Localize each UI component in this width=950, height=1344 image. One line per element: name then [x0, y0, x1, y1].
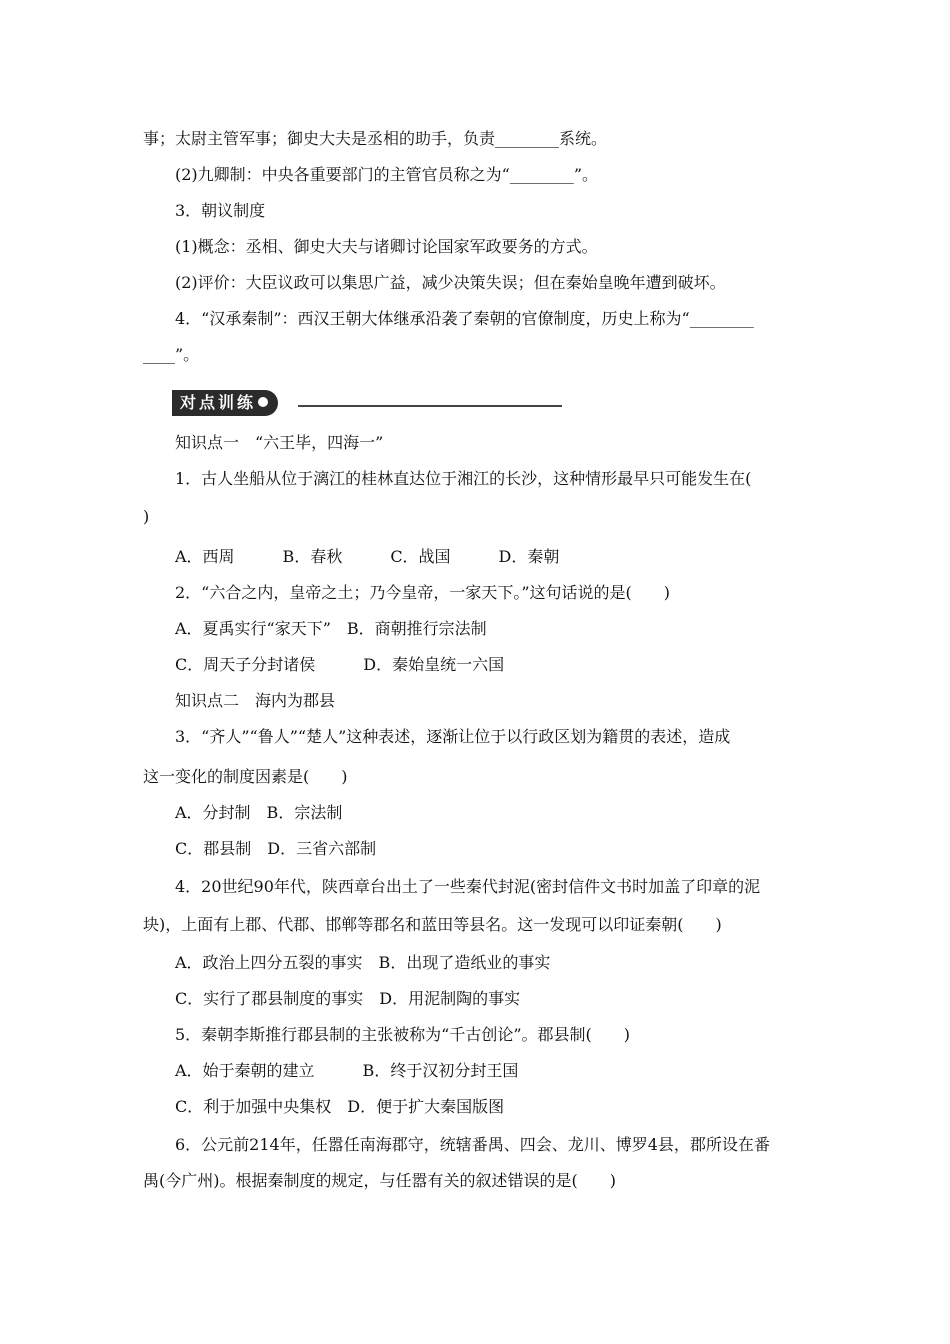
question-text: 块)，上面有上郡、代郡、邯郸等郡名和蓝田等县名。这一发现可以印证秦朝( )	[143, 915, 722, 934]
question-text: 2．“六合之内，皇帝之土；乃今皇帝，一家天下。”这句话说的是( )	[175, 583, 671, 602]
answer-options: A．政治上四分五裂的事实 B．出现了造纸业的事实	[175, 953, 551, 972]
question-text: 5．秦朝李斯推行郡县制的主张被称为“千古创论”。郡县制( )	[175, 1025, 631, 1044]
answer-options: A．夏禹实行“家天下” B．商朝推行宗法制	[175, 619, 487, 638]
section-title: 对点训练	[180, 393, 257, 412]
question-text: 1．古人坐船从位于漓江的桂林直达位于湘江的长沙，这种情形最早只可能发生在(	[175, 469, 752, 488]
question-text: )	[143, 507, 150, 526]
question-text: 6．公元前214年，任嚣任南海郡守，统辖番禺、四会、龙川、博罗4县，郡所设在番	[175, 1135, 770, 1154]
section-header	[172, 390, 562, 418]
answer-options: A．西周 B．春秋 C．战国 D．秦朝	[175, 547, 560, 566]
text-line: ____”。	[143, 345, 200, 364]
text-line: (2)评价：大臣议政可以集思广益，减少决策失误；但在秦始皇晚年遭到破坏。	[175, 273, 726, 292]
section-title-badge	[172, 390, 278, 416]
question-text: 这一变化的制度因素是( )	[143, 767, 348, 786]
answer-options: C．周天子分封诸侯 D．秦始皇统一六国	[175, 655, 505, 674]
answer-options: C．实行了郡县制度的事实 D．用泥制陶的事实	[175, 989, 521, 1008]
text-line: 事；太尉主管军事；御史大夫是丞相的助手，负责________系统。	[143, 129, 608, 148]
question-text: 禺(今广州)。根据秦制度的规定，与任嚣有关的叙述错误的是( )	[143, 1171, 616, 1190]
question-text: 4．20世纪90年代，陕西章台出土了一些秦代封泥(密封信件文书时加盖了印章的泥	[175, 877, 761, 896]
dot-icon	[258, 397, 268, 407]
question-text: 3．“齐人”“鲁人”“楚人”这种表述，逐渐让位于以行政区划为籍贯的表述，造成	[175, 727, 731, 746]
section-divider	[298, 405, 562, 407]
text-line: 3．朝议制度	[175, 201, 266, 220]
answer-options: C．郡县制 D．三省六部制	[175, 839, 377, 858]
knowledge-point-heading: 知识点一 “六王毕，四海一”	[175, 433, 384, 452]
text-line: (2)九卿制：中央各重要部门的主管官员称之为“________”。	[175, 165, 599, 184]
text-line: 4．“汉承秦制”：西汉王朝大体继承沿袭了秦朝的官僚制度，历史上称为“________	[175, 309, 754, 328]
answer-options: A．始于秦朝的建立 B．终于汉初分封王国	[175, 1061, 519, 1080]
answer-options: A．分封制 B．宗法制	[175, 803, 343, 822]
text-line: (1)概念：丞相、御史大夫与诸卿讨论国家军政要务的方式。	[175, 237, 598, 256]
knowledge-point-heading: 知识点二 海内为郡县	[175, 691, 336, 710]
answer-options: C．利于加强中央集权 D．便于扩大秦国版图	[175, 1097, 505, 1116]
